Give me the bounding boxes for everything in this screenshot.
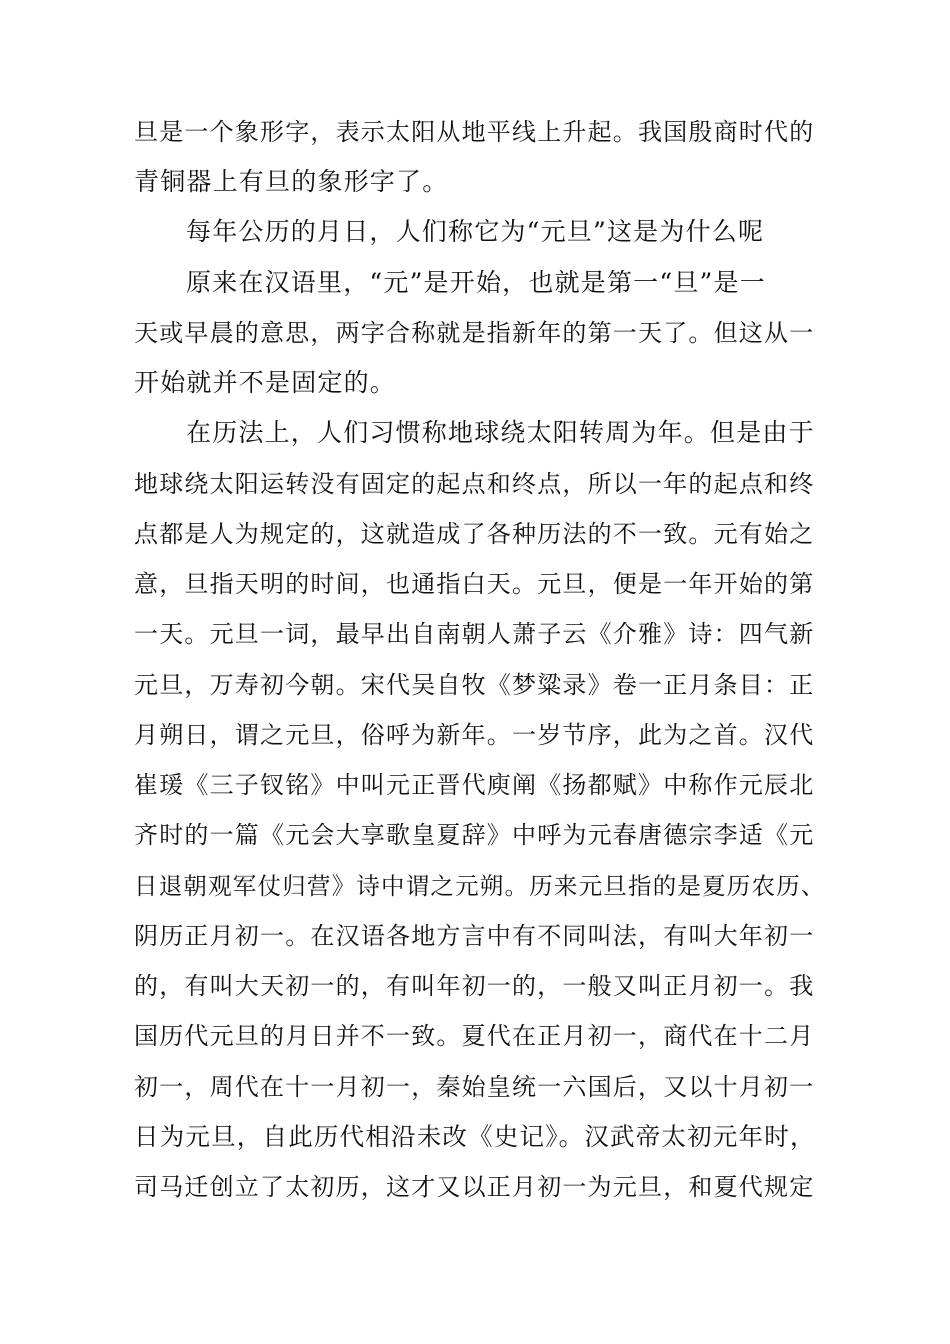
text-line-2: 青铜器上有旦的象形字了。	[134, 167, 449, 196]
text-line-10: 意，旦指天明的时间，也通指白天。元旦，便是一年开始的第	[134, 570, 815, 598]
text-line-6: 开始就并不是固定的。	[134, 368, 397, 397]
text-line-11: 一天。元旦一词，最早出自南朝人萧子云《介雅》诗：四气新	[134, 620, 815, 648]
text-line-4: 原来在汉语里，“元”是开始，也就是第一“旦”是一	[186, 268, 766, 297]
text-line-18: 的，有叫大天初一的，有叫年初一的，一般又叫正月初一。我	[134, 972, 815, 1000]
text-line-7: 在历法上，人们习惯称地球绕太阳转周为年。但是由于	[186, 418, 815, 447]
text-line-21: 日为元旦，自此历代相沿未改《史记》。汉武帝太初元年时，	[134, 1122, 816, 1151]
text-line-13: 月朔日，谓之元旦，俗呼为新年。一岁节序，此为之首。汉代	[134, 721, 815, 749]
text-line-15: 齐时的一篇《元会大享歌皇夏辞》中呼为元春唐德宗李适《元	[134, 821, 815, 849]
text-line-22: 司马迁创立了太初历，这才又以正月初一为元旦，和夏代规定	[134, 1173, 815, 1201]
text-line-5: 天或早晨的意思，两字合称就是指新年的第一天了。但这从一	[134, 319, 815, 347]
text-line-16: 日退朝观军仗归营》诗中谓之元朔。历来元旦指的是夏历农历、	[134, 872, 826, 900]
text-line-8: 地球绕太阳运转没有固定的起点和终点，所以一年的起点和终	[134, 470, 815, 498]
text-line-14: 崔瑗《三子钗铭》中叫元正晋代庾阐《扬都赋》中称作元辰北	[134, 771, 815, 799]
text-line-12: 元旦，万寿初今朝。宋代吴自牧《梦粱录》卷一正月条目：正	[134, 671, 815, 699]
text-line-17: 阴历正月初一。在汉语各地方言中有不同叫法，有叫大年初一	[134, 922, 815, 950]
text-line-9: 点都是人为规定的，这就造成了各种历法的不一致。元有始之	[134, 520, 815, 548]
text-line-1: 旦是一个象形字，表示太阳从地平线上升起。我国殷商时代的	[134, 118, 815, 146]
text-line-20: 初一，周代在十一月初一，秦始皇统一六国后，又以十月初一	[134, 1073, 815, 1101]
text-line-3: 每年公历的月日，人们称它为“元旦”这是为什么呢	[186, 217, 765, 246]
text-line-19: 国历代元旦的月日并不一致。夏代在正月初一，商代在十二月	[134, 1022, 815, 1050]
